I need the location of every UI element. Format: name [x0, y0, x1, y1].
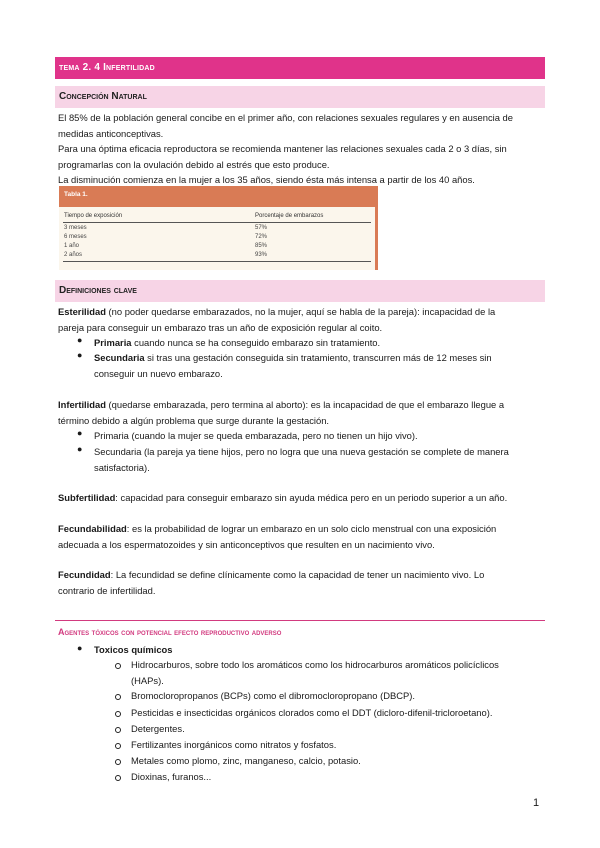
circle-bullet-icon [115, 759, 121, 765]
section-title: Concepción Natural [59, 91, 147, 102]
table-header-bar [59, 186, 375, 207]
table-cell: 6 meses [64, 234, 87, 240]
section-header-concepcion [55, 86, 545, 108]
list-item: Dioxinas, furanos... [131, 771, 212, 782]
term-subfertilidad: Subfertilidad [58, 492, 116, 503]
text-line: (HAPs). [131, 674, 164, 686]
table-cell: 1 año [64, 243, 80, 249]
fecundidad-paragraph [58, 567, 542, 598]
section-title-agentes: Agentes tóxicos con potencial efecto reproductivo adverso [58, 627, 282, 637]
esterilidad-paragraph [58, 304, 542, 335]
circle-bullet-icon [115, 727, 121, 733]
text-line: La disminución comienza en la mujer a los 35 años, siendo ésta más intensa a partir de los 40 años. [58, 174, 475, 185]
text-line: término debido a algún problema que surge durante la gestación. [58, 414, 330, 426]
table-cell: 57% [255, 225, 268, 231]
table-cell: 2 años [64, 252, 83, 258]
concepcion-paragraph [58, 110, 542, 188]
term-fecundabilidad: Fecundabilidad [58, 523, 127, 534]
infertilidad-secundaria [94, 444, 544, 475]
list-item: Bromocloropropanos (BCPs) como el dibromocloropropano (DBCP). [131, 690, 415, 701]
text-line: cuando nunca se ha conseguido embarazo sin tratamiento. [131, 337, 381, 348]
section-divider [55, 620, 545, 621]
table-cell: 93% [255, 252, 268, 258]
text-line: : La fecundidad se define clínicamente como la capacidad de tener un nacimiento vivo. Lo [110, 569, 485, 580]
text-line: Toxicos químicos [94, 644, 173, 655]
text-line: (no poder quedarse embarazados, no la mujer, aquí se habla de la pareja): incapacidad de la [105, 306, 496, 317]
pregnancy-table [59, 186, 378, 270]
text-line: : es la probabilidad de lograr un embarazo en un solo ciclo menstrual con una exposición [126, 523, 497, 534]
esterilidad-secundaria [94, 350, 544, 381]
bullet-icon: ● [77, 444, 83, 454]
table-column-header: Tiempo de exposición [64, 213, 123, 219]
text-line: Hidrocarburos, sobre todo los aromáticos como los hidrocarburos aromáticos policíclicos [131, 659, 499, 670]
list-item: Metales como plomo, zinc, manganeso, calcio, potasio. [131, 755, 361, 766]
term-secundaria: Secundaria [94, 352, 145, 363]
list-item: Pesticidas e insecticidas orgánicos clorados como el DDT (dicloro-difenil-tricloroetano). [131, 707, 493, 718]
text-line: Secundaria (la pareja ya tiene hijos, pero no logra que una nueva gestación se complete de manera [94, 446, 509, 457]
table-column-header: Porcentaje de embarazos [255, 213, 324, 219]
section-header-definiciones [55, 280, 545, 302]
circle-bullet-icon [115, 694, 121, 700]
text-line: : capacidad para conseguir embarazo sin ayuda médica pero en un periodo superior a un año. [115, 492, 508, 503]
table-title: Tabla 1. [64, 191, 88, 198]
bullet-icon: ● [77, 428, 83, 438]
list-item: Fertilizantes inorgánicos como nitratos y fosfatos. [131, 739, 337, 750]
fecundabilidad-paragraph [58, 521, 542, 552]
table-rule [63, 222, 371, 223]
text-line: medidas anticonceptivas. [58, 127, 164, 139]
text-line: El 85% de la población general concibe en el primer año, con relaciones sexuales regulares y en ausencia de [58, 112, 513, 123]
list-item [131, 657, 543, 688]
text-line: si tras una gestación conseguida sin tratamiento, transcurren más de 12 meses sin [144, 352, 492, 363]
text-line: contrario de infertilidad. [58, 584, 156, 596]
list-item: Detergentes. [131, 723, 185, 734]
bullet-icon: ● [77, 335, 83, 345]
bullet-icon: ● [77, 643, 83, 653]
table-cell: 3 meses [64, 225, 87, 231]
bullet-icon: ● [77, 350, 83, 360]
term-infertilidad: Infertilidad [58, 399, 106, 410]
term-primaria: Primaria [94, 337, 132, 348]
table-rule [63, 261, 371, 262]
circle-bullet-icon [115, 743, 121, 749]
infertilidad-primaria: Primaria (cuando la mujer se queda embarazada, pero no tienen un hijo vivo). [94, 430, 418, 441]
table-cell: 72% [255, 234, 268, 240]
infertilidad-paragraph [58, 397, 542, 428]
toxicos-quimicos [94, 642, 544, 658]
text-line: programarlas con la ovulación debido al estrés que esto produce. [58, 158, 330, 170]
circle-bullet-icon [115, 663, 121, 669]
text-line: adecuada a los espermatozoides y sin anticonceptivos que resulten en un nacimiento vivo. [58, 538, 435, 550]
section-title: Definiciones clave [59, 285, 137, 296]
text-line: Para una óptima eficacia reproductora se recomienda mantener las relaciones sexuales cada 2 o 3 días, sin [58, 143, 507, 154]
term-esterilidad: Esterilidad [58, 306, 106, 317]
circle-bullet-icon [115, 775, 121, 781]
text-line: pareja para conseguir un embarazo tras un año de exposición regular al coito. [58, 321, 383, 333]
page-number: 1 [533, 797, 540, 809]
text-line: satisfactoria). [94, 461, 150, 473]
text-line: (quedarse embarazada, pero termina al aborto): es la incapacidad de que el embarazo llegue a [105, 399, 505, 410]
text-line: conseguir un nuevo embarazo. [94, 367, 223, 379]
term-fecundidad: Fecundidad [58, 569, 111, 580]
topic-title: tema 2. 4 Infertilidad [59, 62, 155, 73]
esterilidad-primaria [94, 335, 544, 351]
circle-bullet-icon [115, 711, 121, 717]
table-cell: 85% [255, 243, 268, 249]
subfertilidad-paragraph [58, 490, 542, 506]
topic-bar [55, 57, 545, 79]
